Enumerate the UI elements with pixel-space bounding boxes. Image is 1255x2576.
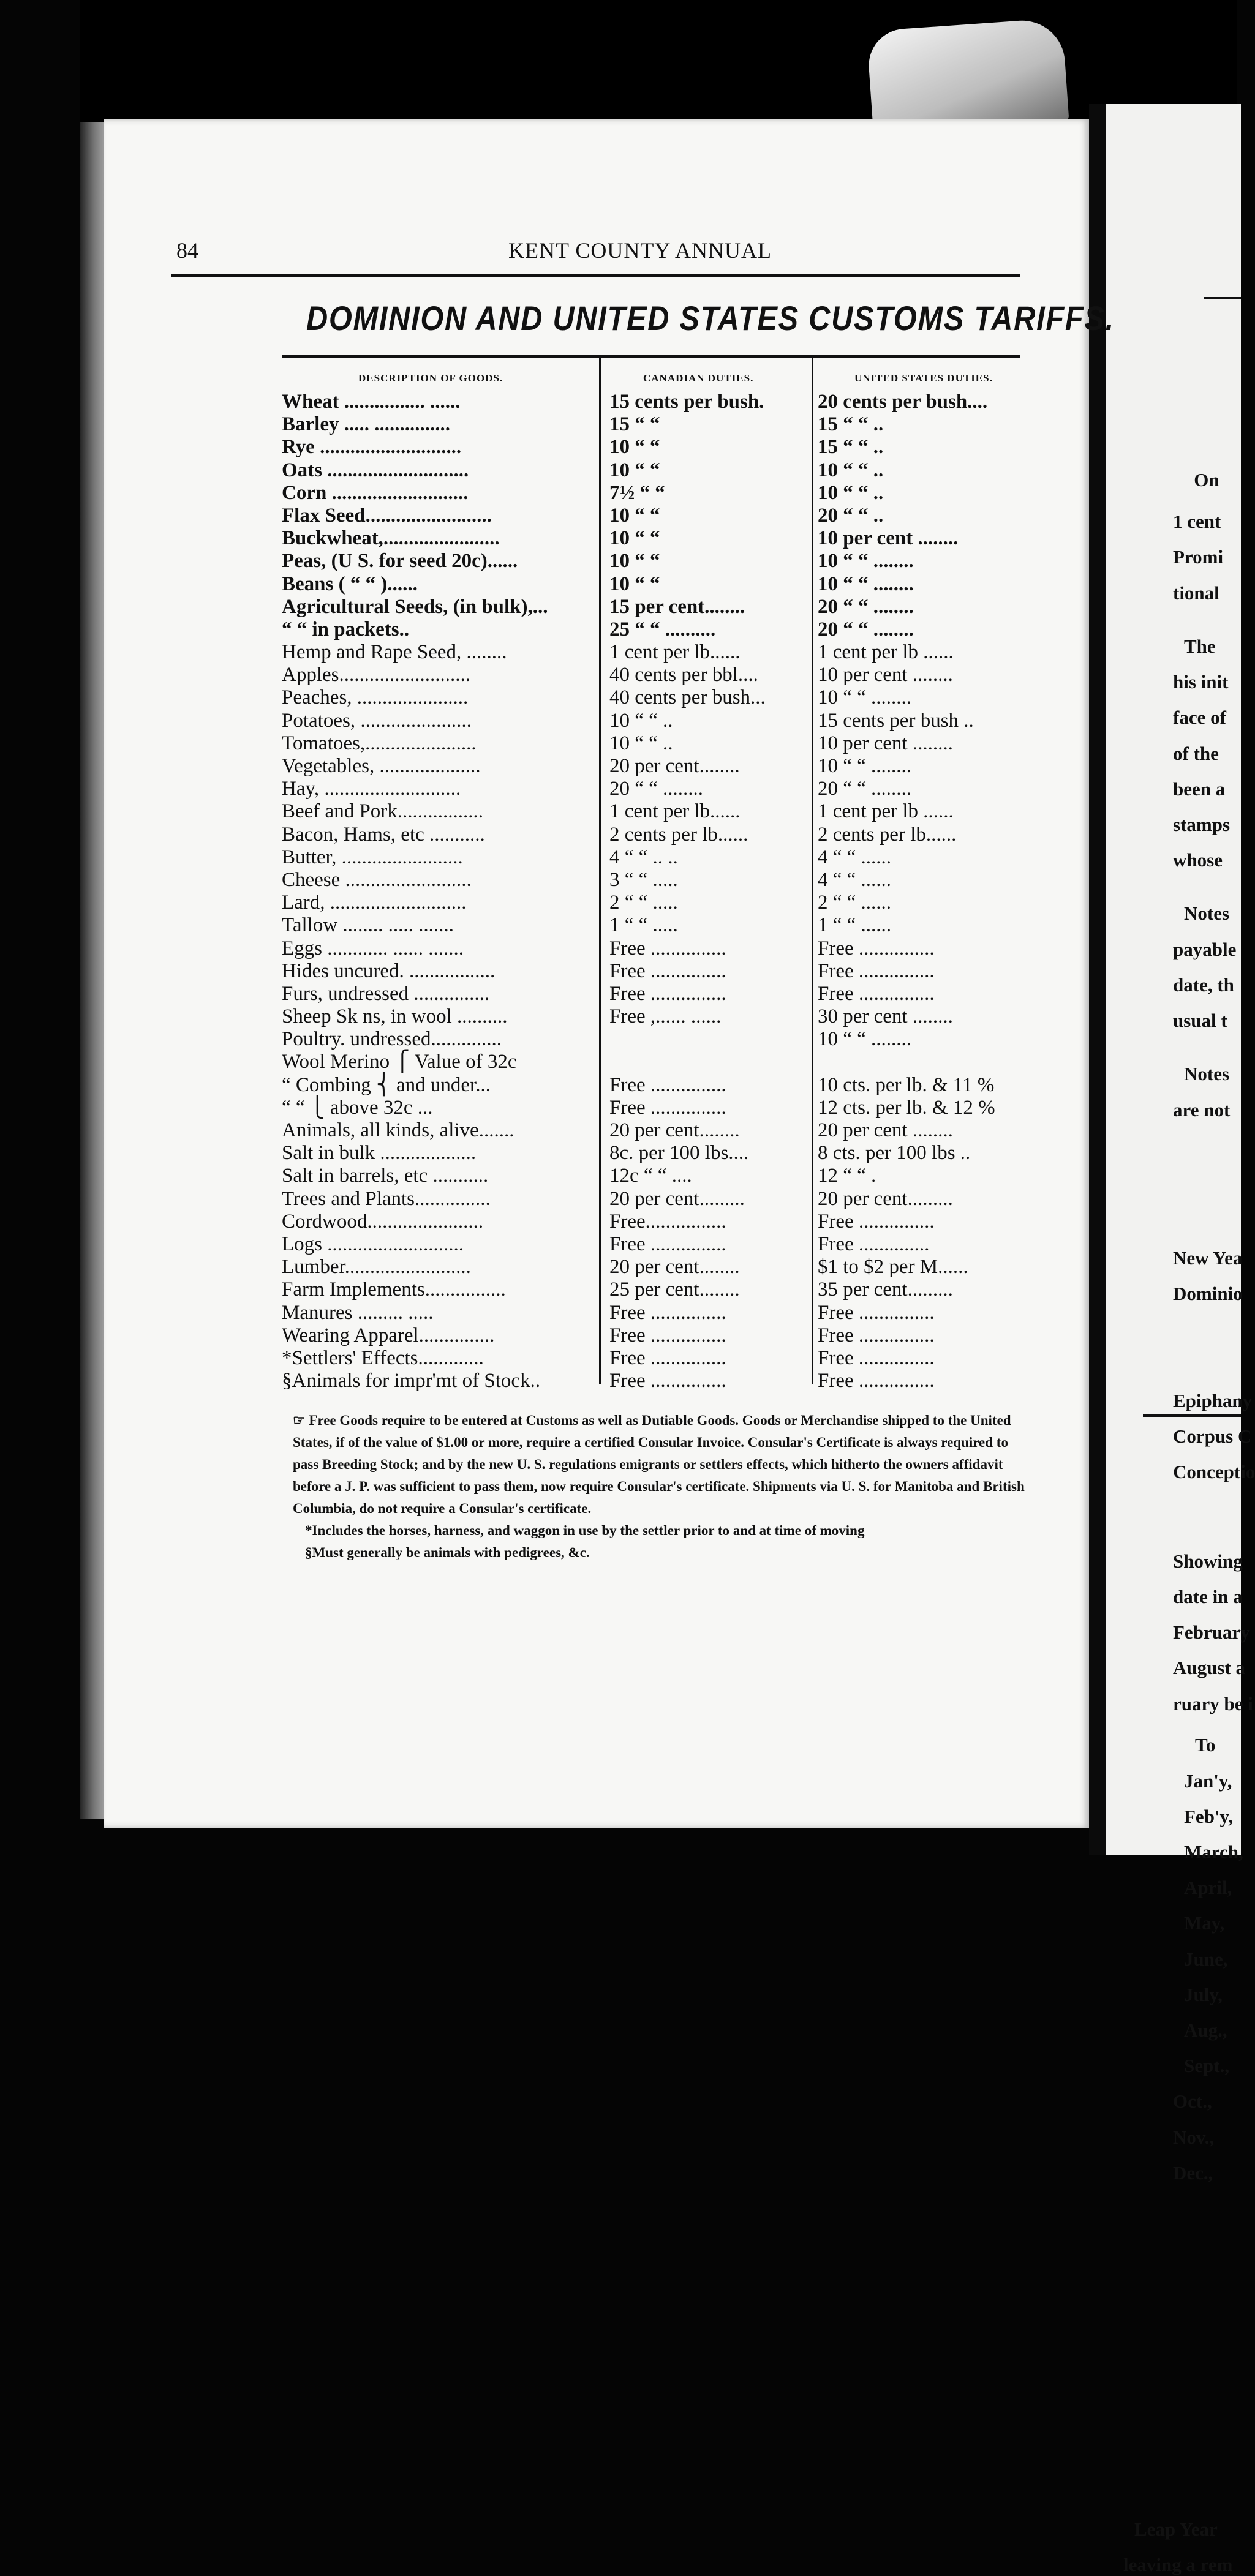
facing-page-text: Jan'y, <box>1184 1770 1232 1792</box>
table-row <box>282 664 1020 686</box>
facing-page-text: Oct., <box>1173 2090 1212 2112</box>
facing-page-text: are not <box>1173 1098 1231 1121</box>
facing-page-text: Dominio <box>1173 1283 1243 1305</box>
cell-canadian-duty: 2 cents per lb...... <box>609 823 748 846</box>
table-row <box>282 436 1020 459</box>
cell-description: “ “ in packets.. <box>282 618 410 640</box>
cell-us-duty: 4 “ “ ...... <box>818 846 892 868</box>
table-row <box>282 596 1020 618</box>
table-row <box>282 1142 1020 1165</box>
cell-description: Barley ..... ............... <box>282 413 450 436</box>
facing-page-text: date, th <box>1173 974 1234 996</box>
table-row <box>282 960 1020 983</box>
table-row <box>282 1302 1020 1324</box>
table-row <box>282 1165 1020 1187</box>
cell-canadian-duty: 10 “ “ <box>609 550 660 573</box>
cell-us-duty: 10 “ “ .. <box>818 459 884 481</box>
cell-canadian-duty: Free ............... <box>609 959 726 982</box>
table-row <box>282 1233 1020 1256</box>
table-row <box>282 983 1020 1005</box>
table-row <box>282 550 1020 573</box>
cell-canadian-duty: 20 per cent........ <box>609 1119 740 1141</box>
paper-tab <box>866 18 1069 135</box>
cell-canadian-duty: Free................ <box>609 1210 726 1233</box>
table-row <box>282 1028 1020 1051</box>
table-row <box>282 755 1020 778</box>
column-header-description: DESCRIPTION OF GOODS. <box>358 372 503 384</box>
cell-canadian-duty: 15 per cent........ <box>609 595 745 618</box>
cell-description: Salt in bulk ................... <box>282 1142 477 1165</box>
column-header-us: UNITED STATES DUTIES. <box>854 372 993 384</box>
facing-page-text: ruary be i <box>1173 1692 1253 1714</box>
table-row <box>282 482 1020 505</box>
facing-page-text: his init <box>1173 671 1229 693</box>
cell-canadian-duty: 10 “ “ <box>609 459 660 481</box>
cell-description: Lumber......................... <box>282 1256 471 1279</box>
facing-page-text: To <box>1195 1734 1216 1756</box>
facing-page-text: Sept., <box>1184 2055 1230 2077</box>
facing-page-text: date in a <box>1173 1585 1243 1607</box>
cell-description: Oats ............................ <box>282 459 469 481</box>
cell-canadian-duty: Free ,...... ...... <box>609 1005 722 1028</box>
table-top-rule <box>282 355 1020 358</box>
cell-us-duty: 30 per cent ........ <box>818 1005 953 1028</box>
table-row <box>282 1005 1020 1028</box>
cell-description: Furs, undressed ............... <box>282 982 490 1005</box>
cell-us-duty: 12 cts. per lb. & 12 % <box>818 1096 995 1119</box>
cell-canadian-duty: 10 “ “ <box>609 527 660 550</box>
cell-description: Flax Seed......................... <box>282 504 492 527</box>
cell-description: Vegetables, .................... <box>282 755 481 777</box>
facing-page-rule <box>1204 297 1241 299</box>
cell-description: “ “ ⎩ above 32c ... <box>282 1096 433 1119</box>
book-gutter <box>1089 104 1107 1855</box>
cell-us-duty: 20 per cent......... <box>818 1187 953 1210</box>
cell-canadian-duty: 10 “ “ <box>609 436 660 459</box>
cell-us-duty: 20 per cent ........ <box>818 1119 953 1141</box>
table-row <box>282 413 1020 436</box>
facing-page-text: of the <box>1173 742 1219 764</box>
table-row <box>282 1256 1020 1279</box>
cell-canadian-duty: 40 cents per bush... <box>609 686 766 709</box>
cell-canadian-duty: Free ............... <box>609 1346 726 1369</box>
cell-description: Wool Merino ⎧ Value of 32c <box>282 1051 517 1073</box>
cell-canadian-duty: 20 per cent........ <box>609 755 740 777</box>
cell-us-duty: 20 cents per bush.... <box>818 391 988 413</box>
facing-page-text: payable <box>1173 938 1237 960</box>
cell-description: Salt in barrels, etc ........... <box>282 1165 489 1187</box>
cell-us-duty: Free ............... <box>818 959 935 982</box>
facing-page-text: stamps <box>1173 813 1231 835</box>
facing-page-text: been a <box>1173 778 1226 800</box>
facing-page-text: August a <box>1173 1657 1246 1679</box>
facing-page-text: leaving a rem <box>1123 2554 1233 2575</box>
table-row <box>282 1097 1020 1119</box>
facing-page-text: July, <box>1184 1983 1223 2005</box>
cell-us-duty: $1 to $2 per M...... <box>818 1256 968 1279</box>
cell-canadian-duty: Free ............... <box>609 1324 726 1346</box>
cell-canadian-duty: 40 cents per bbl.... <box>609 664 758 686</box>
running-title: KENT COUNTY ANNUAL <box>508 238 772 263</box>
table-row <box>282 1347 1020 1370</box>
cell-canadian-duty: 1 “ “ ..... <box>609 914 678 937</box>
cell-us-duty: Free .............. <box>818 1233 930 1255</box>
facing-page-text: May, <box>1184 1912 1225 1934</box>
cell-description: Manures ......... ..... <box>282 1301 434 1324</box>
cell-description: Peas, (U S. for seed 20c)...... <box>282 550 518 573</box>
cell-us-duty: 20 “ “ ........ <box>818 595 914 618</box>
cell-canadian-duty: 2 “ “ ..... <box>609 892 678 914</box>
facing-page-text: April, <box>1184 1877 1232 1899</box>
table-row <box>282 710 1020 732</box>
cell-us-duty: 10 “ “ ........ <box>818 573 914 595</box>
cell-description: Logs ........................... <box>282 1233 464 1255</box>
table-row <box>282 1188 1020 1211</box>
cell-description: Agricultural Seeds, (in bulk),... <box>282 595 548 618</box>
footnote-settlers: *Includes the horses, harness, and waggon in use by the settler prior to and at time of moving <box>305 1523 865 1538</box>
facing-page <box>1106 104 1255 2575</box>
cell-canadian-duty: 25 per cent........ <box>609 1279 740 1301</box>
cell-canadian-duty: Free ............... <box>609 1301 726 1324</box>
footnotes <box>293 1410 1028 1564</box>
facing-page-text: Feb'y, <box>1184 1805 1234 1827</box>
cell-description: Bacon, Hams, etc ........... <box>282 823 485 846</box>
cell-description: Sheep Sk ns, in wool .......... <box>282 1005 508 1028</box>
table-row <box>282 800 1020 823</box>
cell-description: Trees and Plants............... <box>282 1187 491 1210</box>
facing-page-text: Corpus C <box>1173 1425 1252 1447</box>
cell-description: Eggs ............ ...... ....... <box>282 937 464 959</box>
cell-canadian-duty: 1 cent per lb...... <box>609 800 741 823</box>
facing-page-text: March, <box>1184 1841 1243 1863</box>
table-row <box>282 937 1020 960</box>
cell-us-duty: 35 per cent......... <box>818 1279 953 1301</box>
cell-canadian-duty: 15 “ “ <box>609 413 660 436</box>
cell-description: Lard, ........................... <box>282 892 467 914</box>
cell-us-duty: 15 “ “ .. <box>818 436 884 459</box>
cell-description: “ Combing ⎨ and under... <box>282 1073 491 1096</box>
facing-page-text: June, <box>1184 1948 1228 1970</box>
table-row <box>282 459 1020 482</box>
cell-us-duty: 8 cts. per 100 lbs .. <box>818 1142 971 1165</box>
facing-page-text: February <box>1173 1621 1250 1643</box>
cell-canadian-duty: 8c. per 100 lbs.... <box>609 1142 749 1165</box>
table-row <box>282 573 1020 596</box>
facing-page-rule <box>1143 1414 1241 1417</box>
cell-us-duty: 10 “ “ ........ <box>818 755 912 777</box>
page-number: 84 <box>176 238 198 263</box>
cell-description: Wheat ................ ...... <box>282 391 461 413</box>
cell-description: Tomatoes,...................... <box>282 732 477 754</box>
cell-canadian-duty: 10 “ “ .. <box>609 709 673 732</box>
table-row <box>282 824 1020 846</box>
cell-description: Beef and Pork................. <box>282 800 484 823</box>
facing-page-text: Nov., <box>1173 2126 1215 2148</box>
cell-canadian-duty: 25 “ “ .......... <box>609 618 716 640</box>
table-row <box>282 846 1020 869</box>
cell-canadian-duty: 4 “ “ .. .. <box>609 846 678 868</box>
facing-page-text: Dec., <box>1173 2161 1213 2184</box>
table-body <box>282 391 1020 1392</box>
cell-us-duty: Free ............... <box>818 937 935 959</box>
cell-us-duty: 2 cents per lb...... <box>818 823 957 846</box>
footnote-animals: §Must generally be animals with pedigrees, &c. <box>305 1545 590 1560</box>
cell-us-duty: 1 cent per lb ...... <box>818 641 954 664</box>
cell-us-duty: 15 “ “ .. <box>818 413 884 436</box>
cell-us-duty: 10 per cent ........ <box>818 732 953 754</box>
cell-us-duty: 10 “ “ ........ <box>818 550 914 573</box>
facing-page-text: Notes <box>1184 1063 1230 1085</box>
facing-page-text: Epiphany <box>1173 1389 1253 1411</box>
cell-description: Poultry. undressed.............. <box>282 1028 502 1051</box>
table-row <box>282 914 1020 937</box>
cell-us-duty: 20 “ “ ........ <box>818 618 914 640</box>
cell-us-duty: Free ............... <box>818 1210 935 1233</box>
cell-description: Potatoes, ...................... <box>282 709 472 732</box>
page-title: DOMINION AND UNITED STATES CUSTOMS TARIFFS. <box>306 299 1115 337</box>
cell-canadian-duty: 10 “ “ .. <box>609 732 673 754</box>
cell-canadian-duty: 20 “ “ ........ <box>609 778 704 800</box>
footnote-free-goods: ☞ Free Goods require to be entered at Customs as well as Dutiable Goods. Goods or Merchandise shipped to the United States, if of the value of $1.00 or more, require a certified Consular Invoice. Consular's Certificate is always required to pass Breeding Stock; and by the new U. S. regulations emigrants or settlers effects, which hitherto the owners affidavit before a J. P. was sufficient to pass them, now require Consular's certificate. Shipments via U. S. for Manitoba and British Columbia, do not require a Consular's certificate. <box>293 1413 1025 1516</box>
table-row <box>282 1324 1020 1347</box>
facing-page-text: Showing <box>1173 1550 1243 1572</box>
cell-canadian-duty: 10 “ “ <box>609 573 660 595</box>
cell-us-duty: Free ............... <box>818 982 935 1005</box>
cell-us-duty: 20 “ “ ........ <box>818 778 912 800</box>
cell-description: §Animals for impr'mt of Stock.. <box>282 1370 541 1392</box>
facing-page-text: The <box>1184 635 1216 657</box>
cell-description: Cheese ......................... <box>282 868 472 891</box>
facing-page-text: face of <box>1173 707 1226 729</box>
cell-description: Rye ............................ <box>282 436 462 459</box>
table-row <box>282 505 1020 527</box>
table-row <box>282 869 1020 892</box>
facing-page-text: Conceptio <box>1173 1461 1255 1483</box>
cell-description: Corn ........................... <box>282 481 469 504</box>
facing-page-text: Aug., <box>1184 2019 1227 2041</box>
cell-us-duty: 12 “ “ . <box>818 1165 876 1187</box>
facing-page-text: whose <box>1173 849 1223 871</box>
cell-canadian-duty: 1 cent per lb...... <box>609 641 741 664</box>
cell-us-duty: 15 cents per bush .. <box>818 709 974 732</box>
table-row <box>282 892 1020 914</box>
cell-us-duty: Free ............... <box>818 1301 935 1324</box>
cell-description: Hides uncured. ................. <box>282 959 496 982</box>
table-row <box>282 1370 1020 1392</box>
header-rule <box>171 274 1020 277</box>
table-row <box>282 778 1020 800</box>
cell-description: Wearing Apparel............... <box>282 1324 495 1346</box>
cell-canadian-duty: Free ............... <box>609 937 726 959</box>
cell-us-duty: 10 per cent ........ <box>818 664 953 686</box>
table-row <box>282 641 1020 664</box>
cell-description: Beans ( “ “ )...... <box>282 573 418 595</box>
cell-canadian-duty: 12c “ “ .... <box>609 1165 692 1187</box>
facing-page-text: New Yea <box>1173 1247 1243 1269</box>
table-row <box>282 391 1020 413</box>
cell-canadian-duty: 10 “ “ <box>609 504 660 527</box>
cell-description: Apples.......................... <box>282 664 470 686</box>
cell-description: Farm Implements................ <box>282 1279 506 1301</box>
cell-description: Cordwood....................... <box>282 1210 484 1233</box>
table-row <box>282 1279 1020 1301</box>
cell-us-duty: 2 “ “ ...... <box>818 892 892 914</box>
cell-us-duty: 10 “ “ ........ <box>818 1028 912 1051</box>
cell-us-duty: 20 “ “ .. <box>818 504 884 527</box>
table-row <box>282 527 1020 550</box>
cell-canadian-duty: Free ............... <box>609 1073 726 1096</box>
cell-canadian-duty: Free ............... <box>609 1096 726 1119</box>
column-header-canadian: CANADIAN DUTIES. <box>643 372 754 384</box>
cell-us-duty: 4 “ “ ...... <box>818 868 892 891</box>
table-row <box>282 1051 1020 1073</box>
cell-canadian-duty: Free ............... <box>609 1233 726 1255</box>
cell-description: Buckwheat,....................... <box>282 527 500 550</box>
cell-us-duty: 10 per cent ........ <box>818 527 959 550</box>
cell-us-duty: 10 cts. per lb. & 11 % <box>818 1073 995 1096</box>
tariff-table <box>282 355 1020 1392</box>
facing-page-text: Promi <box>1173 546 1224 568</box>
facing-page-text: Notes <box>1184 903 1230 925</box>
cell-description: *Settlers' Effects............. <box>282 1346 484 1369</box>
cell-us-duty: 10 “ “ .. <box>818 481 884 504</box>
cell-canadian-duty: 15 cents per bush. <box>609 391 764 413</box>
cell-description: Hay, ........................... <box>282 778 461 800</box>
facing-page-text: usual t <box>1173 1010 1227 1031</box>
cell-canadian-duty: 3 “ “ ..... <box>609 868 678 891</box>
table-row <box>282 1211 1020 1233</box>
table-row <box>282 732 1020 755</box>
cell-description: Tallow ........ ..... ....... <box>282 914 454 937</box>
cell-canadian-duty: Free ............... <box>609 1370 726 1392</box>
cell-description: Peaches, ...................... <box>282 686 469 709</box>
table-row <box>282 686 1020 709</box>
cell-us-duty: Free ............... <box>818 1370 935 1392</box>
facing-page-text: On <box>1194 469 1219 491</box>
cell-us-duty: 1 cent per lb ...... <box>818 800 954 823</box>
cell-canadian-duty: Free ............... <box>609 982 726 1005</box>
cell-us-duty: 1 “ “ ...... <box>818 914 892 937</box>
cell-description: Butter, ........................ <box>282 846 463 868</box>
cell-us-duty: Free ............... <box>818 1324 935 1346</box>
cell-description: Animals, all kinds, alive....... <box>282 1119 514 1141</box>
cell-us-duty: Free ............... <box>818 1346 935 1369</box>
facing-page-text: 1 cent <box>1173 511 1221 533</box>
facing-page-text: Leap Year <box>1134 2518 1218 2540</box>
table-row <box>282 1119 1020 1142</box>
cell-description: Hemp and Rape Seed, ........ <box>282 641 507 664</box>
table-row <box>282 1074 1020 1097</box>
table-row <box>282 618 1020 641</box>
facing-page-text: tional <box>1173 582 1219 604</box>
cell-canadian-duty: 7½ “ “ <box>609 481 665 504</box>
cell-us-duty: 10 “ “ ........ <box>818 686 912 709</box>
cell-canadian-duty: 20 per cent........ <box>609 1256 740 1279</box>
cell-canadian-duty: 20 per cent......... <box>609 1187 745 1210</box>
